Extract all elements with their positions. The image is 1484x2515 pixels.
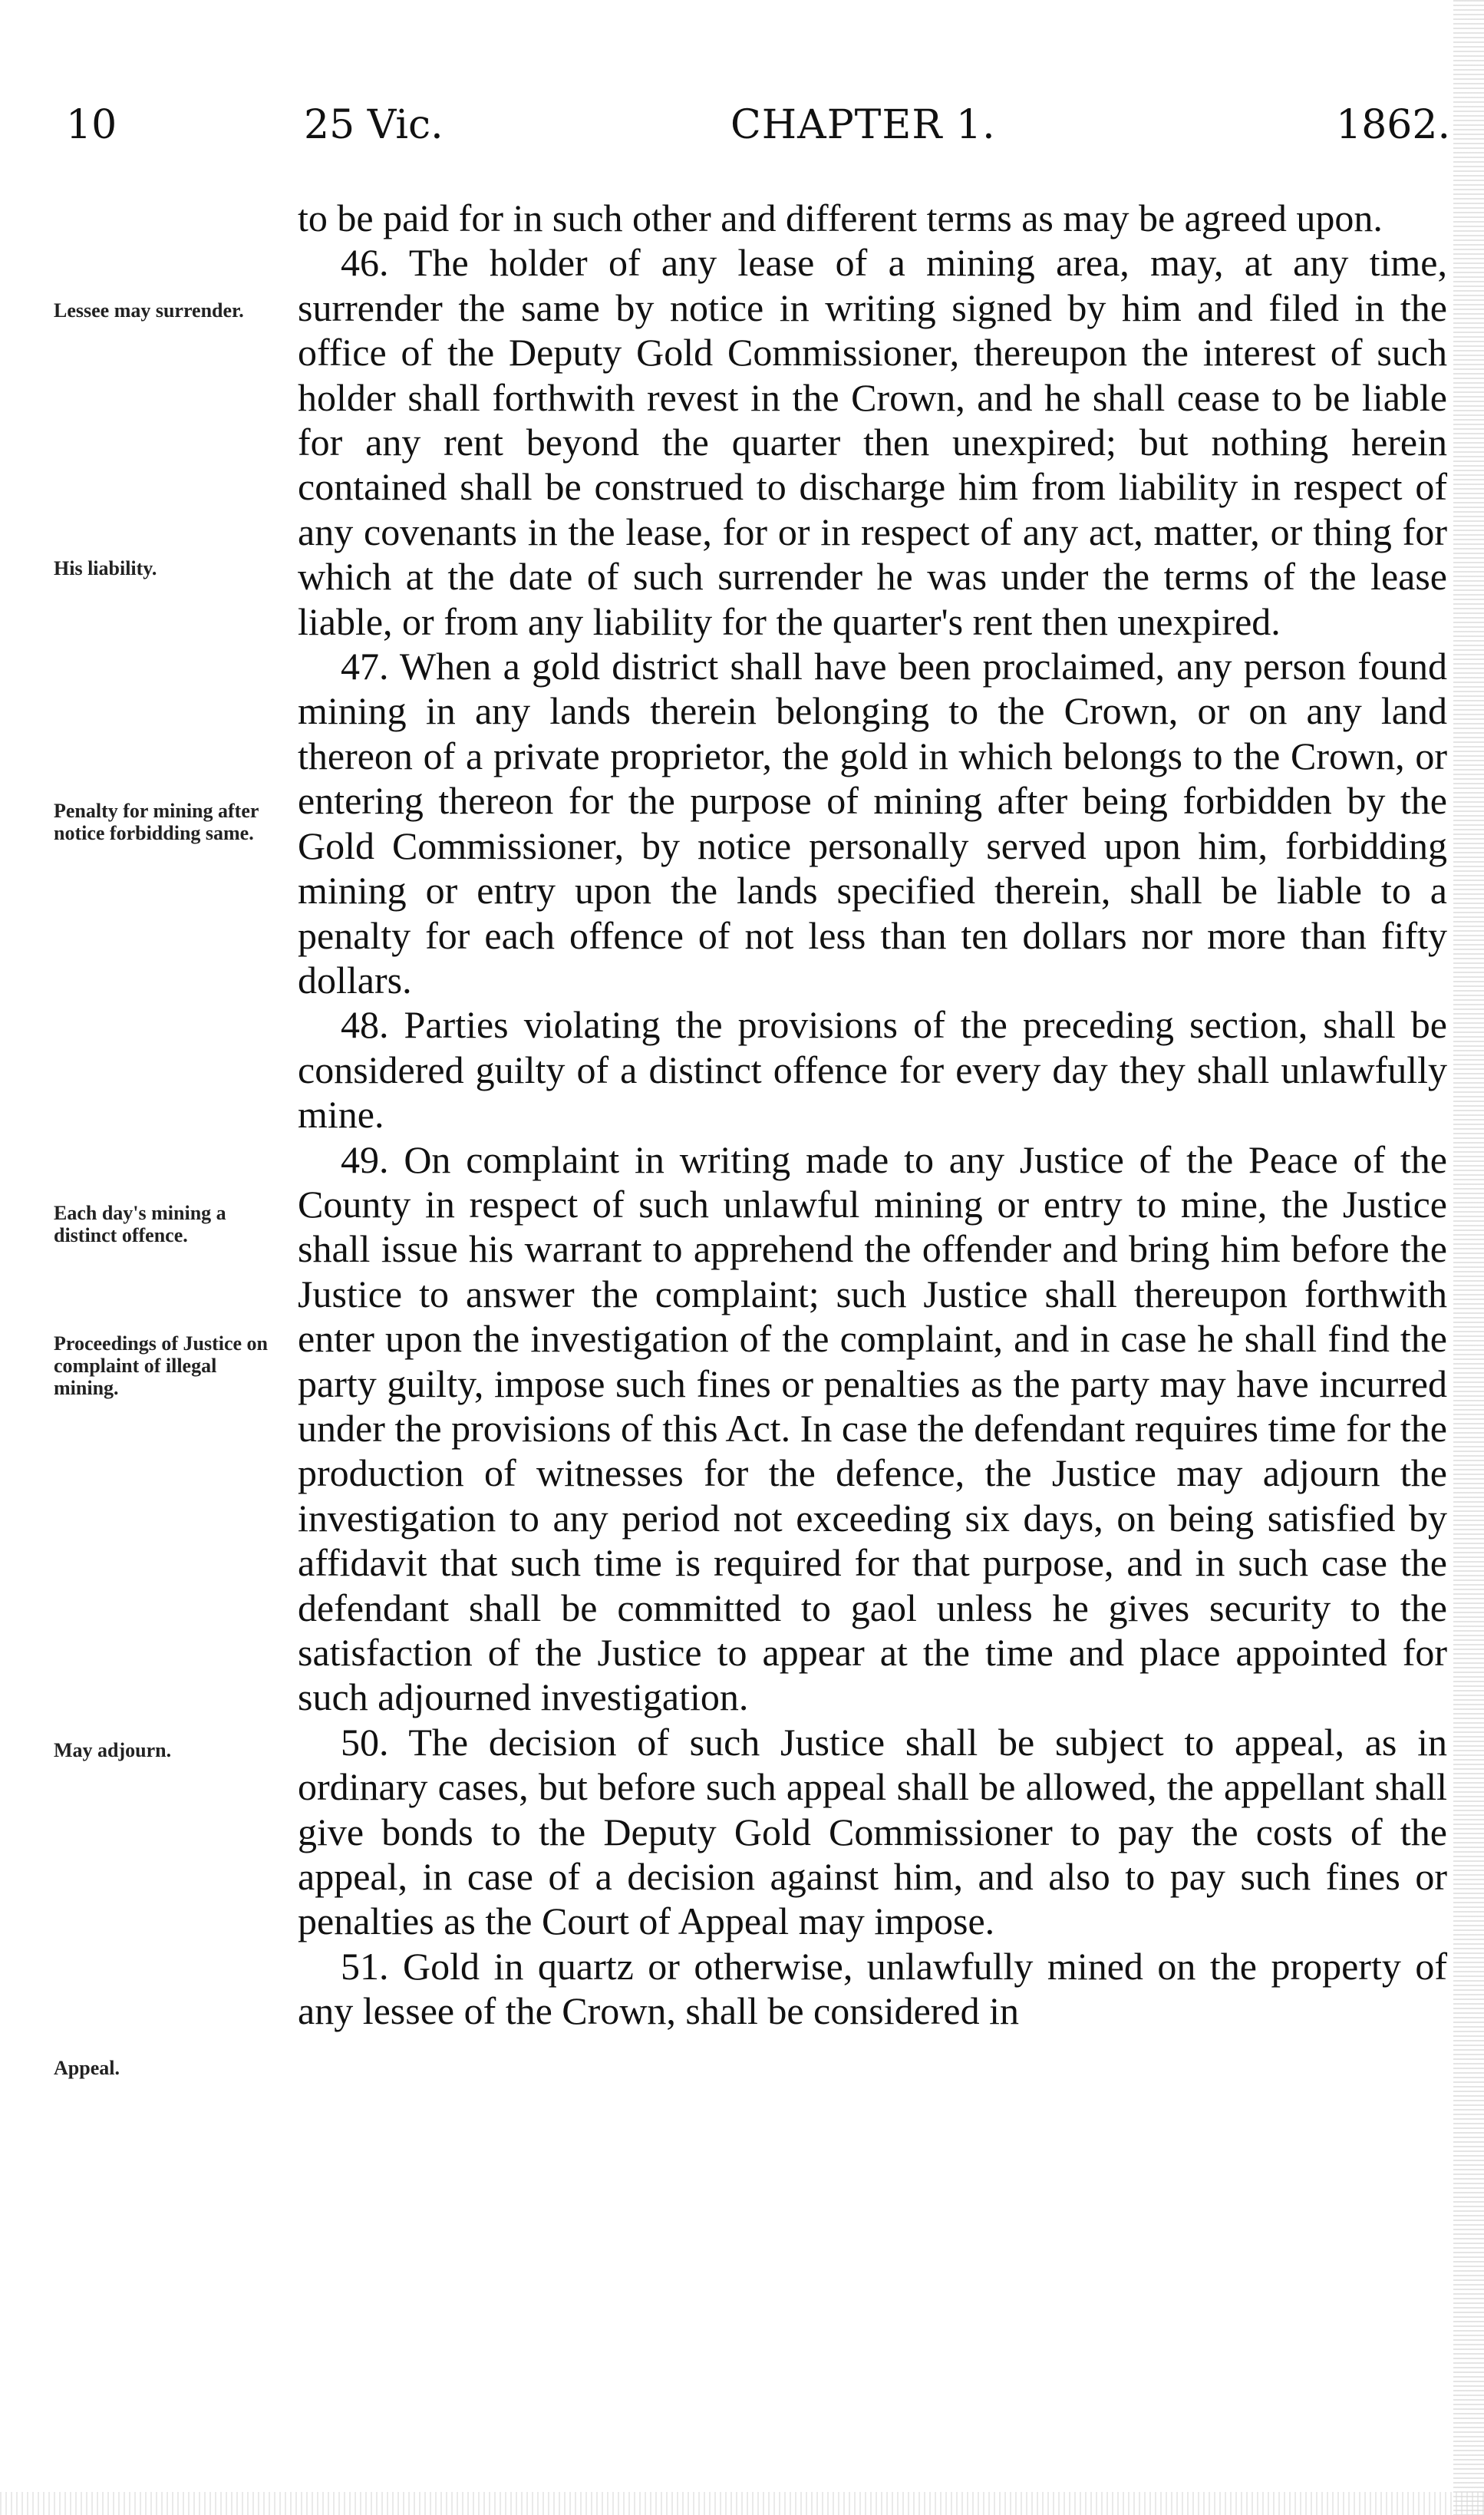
margin-note-liability: His liability. [54,557,157,579]
chapter-title: CHAPTER 1. [730,102,996,148]
section-49: 49. On complaint in writing made to any Justice of the Peace of the County in respect of such unlawful mining or entry to mine, the Justice shall issue his warrant to apprehend the offender and bring him before the Justice to answer the complaint; such Justice shall thereupon forthwith enter upon the investigation of the complaint, and in case he shall find the party guilty, impose such fines or penalties as the party may have incurred under the provisions of this Act. In case the defendant requires time for the production of witnesses for the defence, the Justice may adjourn the investigation to any period not exceeding six days, on being satisfied by affidavit that such time is required for that purpose, and in such case the defendant shall be committed to gaol unless he gives security to the satisfaction of the Justice to appear at the time and place appointed for such adjourned investigation. [298,1137,1447,1719]
statute-body [298,196,1447,2034]
paragraph-continuation: to be paid for in such other and different terms as may be agreed upon. [298,196,1383,239]
section-48: 48. Parties violating the provisions of the preceding section, shall be considered guilty of a distinct offence for every day they shall unlawfully mine. [298,1003,1447,1137]
running-header [66,98,1450,152]
section-47: 47. When a gold district shall have been proclaimed, any person found mining in any lands therein belonging to the Crown, or on any land thereon of a private proprietor, the gold in which belongs to the Crown, or entering thereon for the purpose of mining after being forbidden by the Gold Commissioner, by notice personally served upon him, forbidding mining or entry upon the lands specified therein, shall be liable to a penalty for each offence of not less than ten dollars nor more than fifty dollars. [298,645,1447,1002]
year: 1862. [1336,102,1450,148]
margin-note-proceedings: Proceedings of Justice on complaint of illegal mining. [54,1332,268,1399]
margin-note-daily-offence: Each day's mining a distinct offence. [54,1202,226,1246]
margin-note-lessee-surrender: Lessee may surrender. [54,299,244,322]
margin-note-penalty: Penalty for mining after notice forbidding same. [54,800,259,844]
margin-note-appeal: Appeal. [54,2057,120,2079]
section-50: 50. The decision of such Justice shall be subject to appeal, as in ordinary cases, but before such appeal shall be allowed, the appellant shall give bonds to the Deputy Gold Commissioner to pay the costs of the appeal, in case of a decision against him, and also to pay such fines or penalties as the Court of Appeal may impose. [298,1720,1447,1943]
scan-edge-noise-right [1453,0,1484,2515]
reign-year: 25 Vic. [304,102,444,148]
section-46: 46. The holder of any lease of a mining area, may, at any time, surrender the same by notice in writing signed by him and filed in the office of the Deputy Gold Commissioner, thereupon the interest of such holder shall forthwith revest in the Crown, and he shall cease to be liable for any rent beyond the quarter then unexpired; but nothing herein contained shall be construed to discharge him from liability in respect of any covenants in the lease, for or in respect of any act, matter, or thing for which at the date of such surrender he was under the terms of the lease liable, or from any liability for the quarter's rent then unexpired. [298,241,1447,643]
scan-edge-noise-bottom [0,2492,1484,2515]
margin-note-adjourn: May adjourn. [54,1739,172,1761]
section-51: 51. Gold in quartz or otherwise, unlawfully mined on the property of any lessee of the Crown, shall be considered in [298,1944,1447,2033]
page-number: 10 [66,102,117,148]
